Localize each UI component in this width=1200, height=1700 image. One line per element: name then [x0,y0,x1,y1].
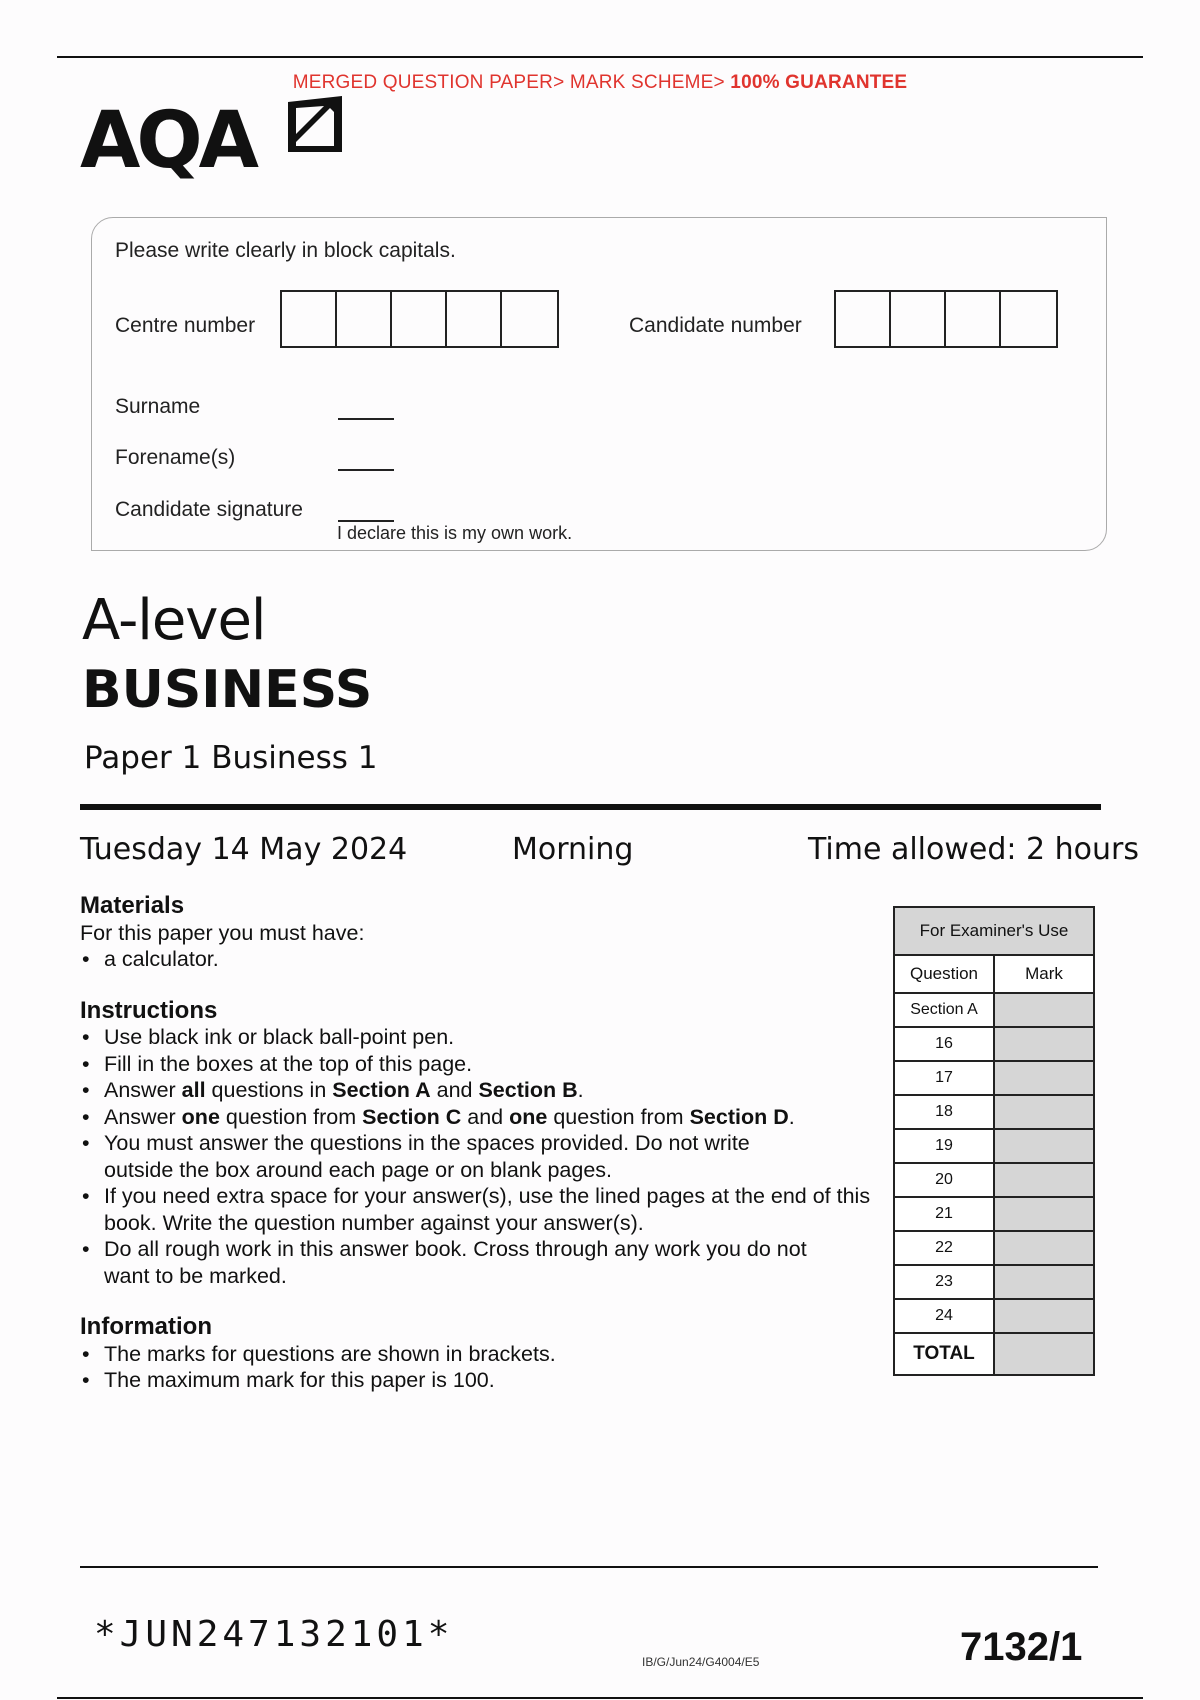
centre-number-digit[interactable] [392,292,447,346]
qualification-level: A-level [82,588,266,653]
mark-cell[interactable] [994,1265,1094,1299]
top-rule [57,56,1143,58]
instruction-item: • Answer all questions in Section A and Section B. [80,1077,880,1104]
question-column-header: Question [894,955,994,993]
mark-cell[interactable] [994,1163,1094,1197]
forename-label: Forename(s) [115,446,236,469]
candidate-number-digit[interactable] [1001,292,1056,346]
time-allowed: Time allowed: 2 hours [808,832,1140,867]
footer-rule [80,1566,1098,1568]
information-item: • The marks for questions are shown in brackets. [80,1341,880,1368]
information-item: • The maximum mark for this paper is 100. [80,1367,880,1394]
aqa-logo-mark-icon [284,96,346,158]
question-cell: 16 [894,1027,994,1061]
centre-number-digit[interactable] [502,292,557,346]
candidate-number-digit[interactable] [836,292,891,346]
instruction-item: • Do all rough work in this answer book. Cross through any work you do not want to be marked. [80,1236,844,1289]
exam-session: Morning [512,832,634,867]
title-rule [80,804,1101,810]
centre-number-digit[interactable] [337,292,392,346]
block-capitals-instruction: Please write clearly in block capitals. [115,239,456,262]
examiners-use-title: For Examiner's Use [894,907,1094,955]
aqa-logo [80,92,350,192]
question-cell: Section A [894,993,994,1027]
information-section [80,1314,880,1394]
mark-cell[interactable] [994,1129,1094,1163]
centre-number-boxes[interactable] [280,290,559,348]
question-cell: 18 [894,1095,994,1129]
candidate-number-digit[interactable] [946,292,1001,346]
reference-code: IB/G/Jun24/G4004/E5 [642,1655,760,1669]
forename-field[interactable] [338,469,394,471]
materials-section [80,893,880,973]
candidate-number-digit[interactable] [891,292,946,346]
instruction-item: • Answer one question from Section C and one question from Section D. [80,1104,880,1131]
banner-highlight: 100% GUARANTEE [730,72,908,93]
question-cell: 17 [894,1061,994,1095]
paper-title: Paper 1 Business 1 [84,740,378,776]
instructions-heading: Instructions [80,996,218,1024]
barcode-text: *JUN247132101* [94,1614,454,1655]
bottom-rule [57,1697,1143,1699]
total-mark-cell[interactable] [994,1333,1094,1375]
mark-cell[interactable] [994,1231,1094,1265]
instruction-item: • Fill in the boxes at the top of this page. [80,1051,880,1078]
examiners-use-table [893,906,1095,1376]
logo-text: AQA [80,96,256,186]
centre-number-label: Centre number [115,314,256,337]
promo-banner [0,72,1200,94]
surname-label: Surname [115,395,201,418]
question-cell: 24 [894,1299,994,1333]
candidate-number-label: Candidate number [629,314,802,337]
signature-field[interactable] [338,520,394,522]
question-cell: 20 [894,1163,994,1197]
mark-cell[interactable] [994,1027,1094,1061]
subject-title: BUSINESS [82,660,373,720]
mark-cell[interactable] [994,1061,1094,1095]
banner-text: MERGED QUESTION PAPER> MARK SCHEME> [292,72,731,93]
centre-number-digit[interactable] [282,292,337,346]
question-cell: 19 [894,1129,994,1163]
instruction-item: • If you need extra space for your answer(s), use the lined pages at the end of this book. Write the question number against your answer(s). [80,1183,884,1236]
instructions-column [80,893,880,1419]
surname-field[interactable] [338,418,394,420]
question-cell: 21 [894,1197,994,1231]
mark-cell[interactable] [994,1095,1094,1129]
question-cell: 22 [894,1231,994,1265]
instruction-item: • Use black ink or black ball-point pen. [80,1024,880,1051]
declaration-text: I declare this is my own work. [337,523,573,543]
mark-cell[interactable] [994,1197,1094,1231]
mark-column-header: Mark [994,955,1094,993]
materials-heading: Materials [80,892,185,919]
instruction-item: • You must answer the questions in the spaces provided. Do not write outside the box around each page or on blank pages. [80,1130,784,1183]
mark-cell[interactable] [994,993,1094,1027]
materials-intro: For this paper you must have: [80,920,365,945]
exam-date: Tuesday 14 May 2024 [80,832,408,867]
centre-number-digit[interactable] [447,292,502,346]
instructions-section [80,998,880,1290]
total-label: TOTAL [894,1333,994,1375]
signature-label: Candidate signature [115,498,303,521]
paper-code: 7132/1 [960,1625,1083,1669]
mark-cell[interactable] [994,1299,1094,1333]
candidate-number-boxes[interactable] [834,290,1058,348]
materials-item: • a calculator. [80,946,880,973]
question-cell: 23 [894,1265,994,1299]
information-heading: Information [80,1313,212,1340]
